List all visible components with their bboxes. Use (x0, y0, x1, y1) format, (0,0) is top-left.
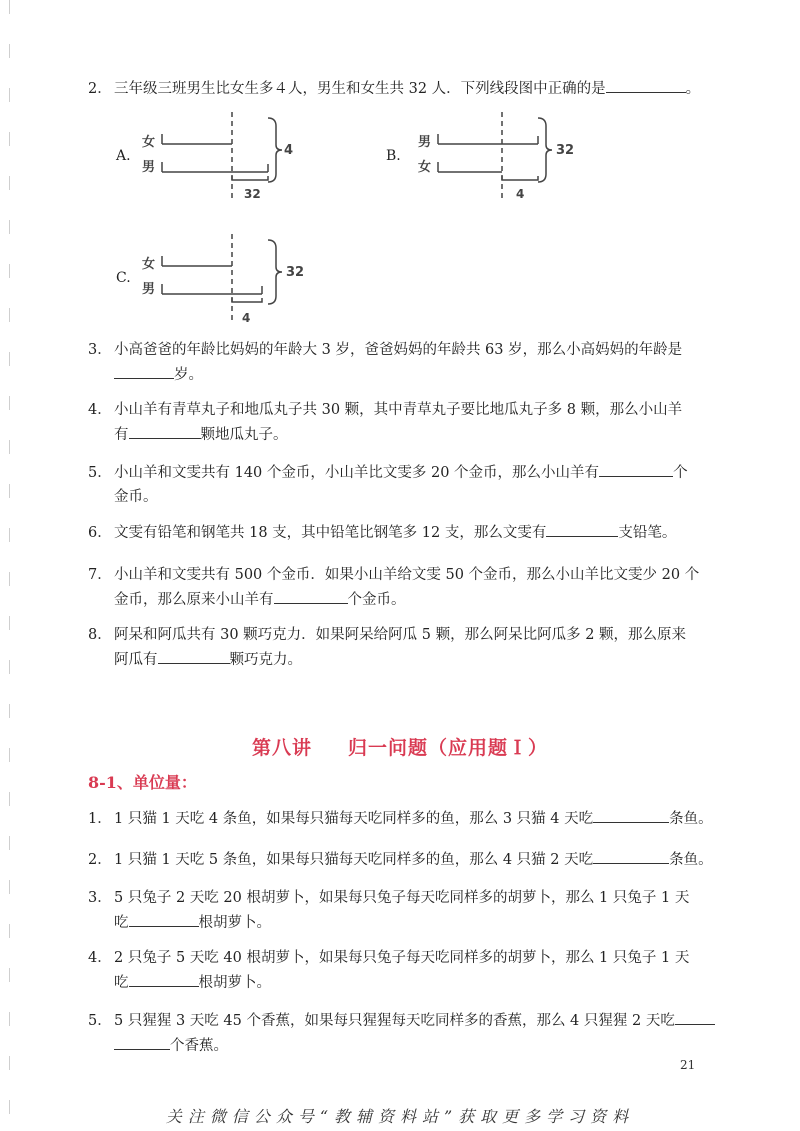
question-4: 4． 小山羊有青草丸子和地瓜丸子共 30 颗，其中青草丸子要比地瓜丸子多 8 颗，那么小山羊 有 颗地瓜丸子。 (88, 402, 683, 443)
section-heading: 8-1、单位量： (88, 773, 197, 792)
question-text: 三年级三班男生比女生多４人，男生和女生共 32 人．下列线段图中正确的是 (114, 81, 606, 97)
diagram-c-top-label: 女 (142, 257, 156, 272)
diagram-c (138, 232, 338, 327)
answer-blank[interactable] (546, 520, 618, 537)
diagram-b-under-value: 4 (516, 187, 525, 201)
answer-blank[interactable] (129, 910, 199, 927)
footer-note: 关注微信公众号“教辅资料站”获取更多学习资料 (165, 1107, 635, 1126)
diagram-a-bottom-label: 男 (142, 160, 156, 175)
unit-question-3: 3． 5 只兔子 2 天吃 20 根胡萝卜，如果每只兔子每天吃同样多的胡萝卜，那么 1 只兔子 1 天 吃 根胡萝卜。 (88, 890, 690, 931)
question-number: 2． (88, 81, 112, 97)
diagram-c-bottom-label: 男 (142, 282, 156, 297)
option-a-label: A. (116, 148, 131, 164)
answer-blank[interactable] (675, 1008, 715, 1025)
question-3: 3． 小高爸爸的年龄比妈妈的年龄大 3 岁，爸爸妈妈的年龄共 63 岁，那么小高妈妈的年龄是 岁。 (88, 342, 683, 383)
diagram-a (138, 110, 338, 205)
answer-blank[interactable] (129, 970, 199, 987)
answer-blank[interactable] (114, 362, 174, 379)
unit-question-2: 2． 1 只猫 1 天吃 5 条鱼，如果每只猫每天吃同样多的鱼，那么 4 只猫 2 天吃 条鱼。 (88, 847, 713, 872)
unit-question-4: 4． 2 只兔子 5 天吃 40 根胡萝卜，如果每只兔子每天吃同样多的胡萝卜，那么 1 只兔子 1 天 吃 根胡萝卜。 (88, 950, 690, 991)
diagram-b (414, 110, 614, 205)
lesson-title: 第八讲 归一问题（应用题Ｉ） (251, 737, 549, 759)
question-7: 7． 小山羊和文雯共有 500 个金币．如果小山羊给文雯 50 个金币，那么小山羊比文雯少 20 个 金币，那么原来小山羊有 个金币。 (88, 567, 700, 608)
answer-blank[interactable] (274, 587, 348, 604)
answer-blank-cont[interactable] (114, 1033, 170, 1050)
diagram-b-top-label: 男 (418, 135, 432, 150)
answer-blank[interactable] (593, 806, 669, 823)
scan-edge (9, 0, 10, 1131)
answer-blank[interactable] (599, 460, 673, 477)
answer-blank[interactable] (158, 647, 230, 664)
unit-question-1: 1． 1 只猫 1 天吃 4 条鱼，如果每只猫每天吃同样多的鱼，那么 3 只猫 4 天吃 条鱼。 (88, 806, 713, 831)
diagram-c-under-value: 4 (242, 311, 251, 325)
option-c-label: C. (116, 270, 131, 286)
diagram-b-brace-value: 32 (556, 143, 575, 158)
page-number: 21 (680, 1058, 696, 1072)
unit-question-5: 5． 5 只猩猩 3 天吃 45 个香蕉，如果每只猩猩每天吃同样多的香蕉，那么 4 只猩猩 2 天吃 个香蕉。 (88, 1008, 715, 1058)
diagram-a-brace-value: 4 (284, 143, 294, 158)
question-2: 2． 三年级三班男生比女生多４人，男生和女生共 32 人．下列线段图中正确的是 。 (88, 76, 700, 101)
diagram-a-top-label: 女 (142, 135, 156, 150)
answer-blank[interactable] (129, 422, 201, 439)
question-5: 5． 小山羊和文雯共有 140 个金币，小山羊比文雯多 20 个金币，那么小山羊有 个 金币。 (88, 460, 688, 509)
diagram-a-under-value: 32 (244, 187, 261, 201)
question-8: 8． 阿呆和阿瓜共有 30 颗巧克力．如果阿呆给阿瓜 5 颗，那么阿呆比阿瓜多 2 颗，那么原来 阿瓜有 颗巧克力。 (88, 627, 687, 668)
answer-blank[interactable] (593, 847, 669, 864)
option-b-label: B. (386, 148, 401, 164)
diagram-c-brace-value: 32 (286, 265, 305, 280)
answer-blank[interactable] (606, 76, 686, 93)
question-6: 6． 文雯有铅笔和钢笔共 18 支，其中铅笔比钢笔多 12 支，那么文雯有 支铅笔。 (88, 520, 676, 545)
diagram-b-bottom-label: 女 (418, 160, 432, 175)
